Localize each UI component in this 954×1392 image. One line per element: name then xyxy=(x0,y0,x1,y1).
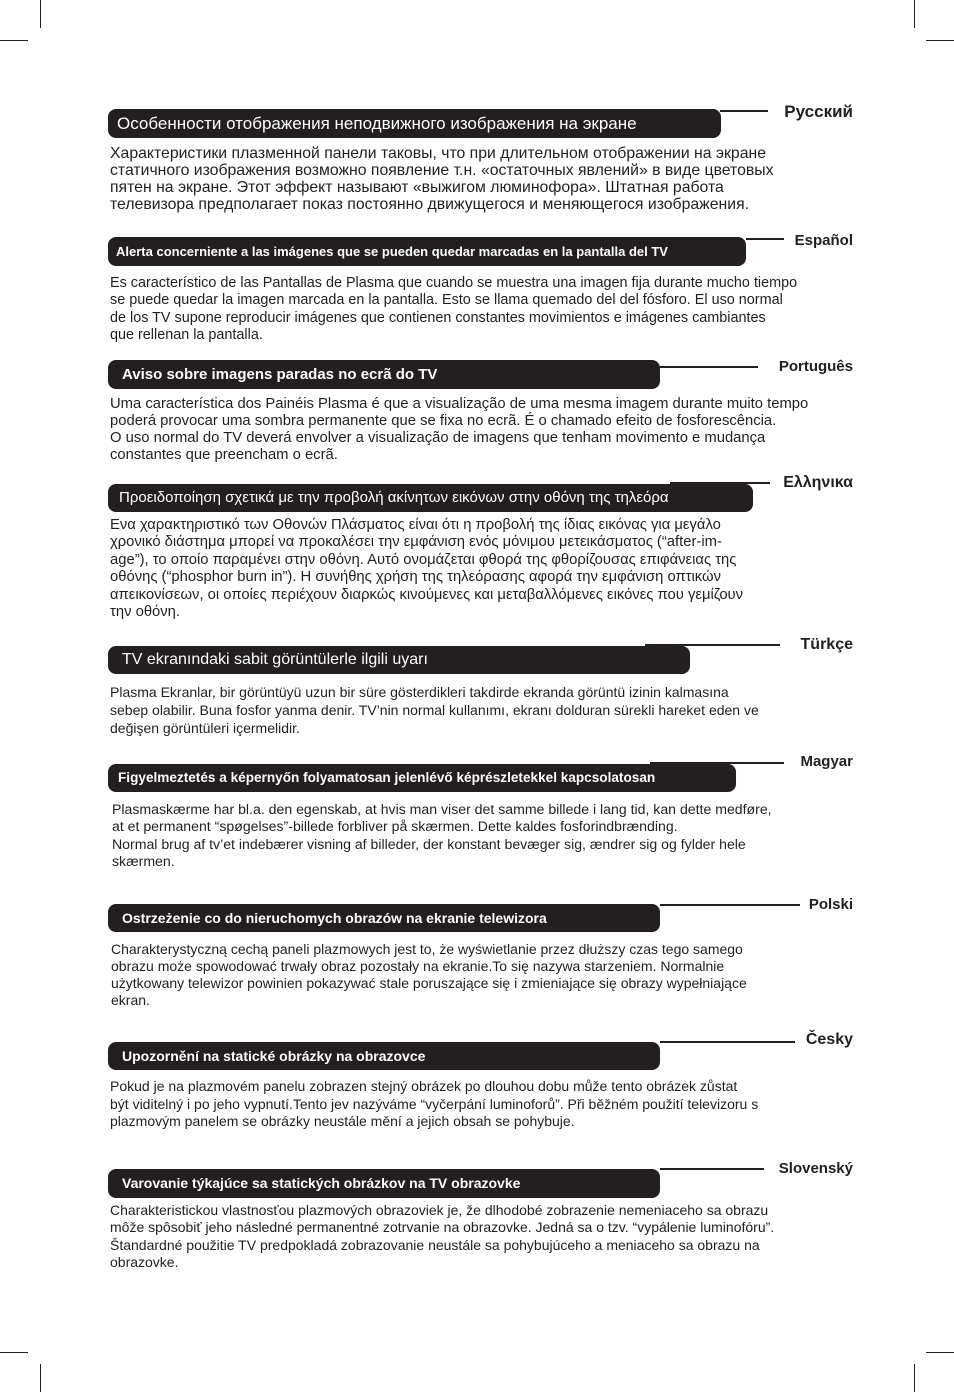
body-line: skærmen. xyxy=(112,853,175,870)
crop-mark xyxy=(40,0,41,28)
body-line: пятен на экране. Этот эффект называют «выжигом люминофора». Штатная работа xyxy=(110,179,724,196)
body-line: Характеристики плазменной панели таковы, что при длительном отображении на экране xyxy=(110,145,766,162)
body-line: at et permanent “spøgelses”-billede forbliver på skærmen. Dette kaldes fosforindbrænding. xyxy=(112,818,678,835)
body-line: se puede quedar la imagen marcada en la pantalla. Esto se llama quemado del del fósforo. El uso normal xyxy=(110,292,783,309)
body-line: Plasmaskærme har bl.a. den egenskab, at hvis man viser det samme billede i lang tid, kan dette medføre, xyxy=(112,801,772,817)
heading-connector-line xyxy=(660,1041,795,1043)
body-line: Pokud je na plazmovém panelu zobrazen stejný obrázek po dlouhou dobu může tento obrázek zůstat xyxy=(110,1078,738,1094)
heading-connector-line xyxy=(720,110,768,112)
section-heading: Varovanie týkajúce sa statických obrázkov na TV obrazovke xyxy=(108,1169,660,1198)
crop-mark xyxy=(926,40,954,41)
section-body xyxy=(110,275,797,344)
section-body xyxy=(110,396,808,464)
body-line: que rellenan la pantalla. xyxy=(110,326,263,343)
section-heading: Figyelmeztetés a képernyőn folyamatosan jelenlévő képrészletekkel kapcsolatosan xyxy=(108,764,736,792)
body-line: constantes que preencham o ecrã. xyxy=(110,447,338,463)
crop-mark xyxy=(0,40,28,41)
body-line: değişen görüntüleri içermelidir. xyxy=(110,720,300,736)
body-line: de los TV supone reproducir imágenes que contienen constantes movimientos e imágenes cambiantes xyxy=(110,309,766,326)
body-line: Štandardné použitie TV predpokladá zobrazovanie neustále sa pohybujúceho a meniaceho sa obrazu na xyxy=(110,1236,760,1253)
section-heading: Upozornění na statické obrázky na obrazovce xyxy=(108,1042,660,1070)
language-label: Česky xyxy=(805,1031,853,1048)
body-line: ekran. xyxy=(111,992,150,1008)
body-line: Normal brug af tv’et indebærer visning af billeder, der konstant bevæger sig, ændrer sig og fylder hele xyxy=(112,835,746,852)
body-line: obrazu może spowodować trwały obraz pozostały na ekranie.To się nazywa starzeniem. Normalnie xyxy=(111,958,725,974)
crop-mark xyxy=(40,1364,41,1392)
crop-mark xyxy=(0,1352,28,1353)
section-body xyxy=(110,145,774,213)
section-heading: Особенности отображения неподвижного изображения на экране xyxy=(108,109,721,138)
body-line: age”), το οποίο παραμένει στην οθόνη. Αυτό ονομάζεται φθορά της φθορίζουσας επιφάνειας της xyxy=(110,551,737,568)
section-heading: Ostrzeżenie co do nieruchomych obrazów na ekranie telewizora xyxy=(108,904,660,932)
heading-connector-line xyxy=(660,1168,764,1170)
language-label: Español xyxy=(794,232,853,249)
body-line: O uso normal do TV deverá envolver a visualização de imagens que tenham movimento e mudança xyxy=(110,430,766,446)
section-body xyxy=(112,801,772,871)
section-body xyxy=(110,1202,774,1272)
language-label: Ελληνικα xyxy=(783,474,853,491)
body-line: Charakterystyczną cechą paneli plazmowych jest to, że wyświetlanie przez dłuższy czas tego samego xyxy=(111,941,743,957)
section-body xyxy=(111,941,747,1009)
body-line: την οθόνη. xyxy=(110,604,181,621)
crop-mark xyxy=(914,0,915,28)
body-line: телевизора предполагает показ постоянно движущегося и меняющегося изображения. xyxy=(110,196,750,213)
section-body xyxy=(110,1078,758,1131)
body-line: статичного изображения возможно появление т.н. «остаточных явлений» в виде цветовых xyxy=(110,162,774,179)
crop-mark xyxy=(914,1364,915,1392)
crop-mark xyxy=(926,1352,954,1353)
heading-connector-line xyxy=(746,238,784,240)
section-heading: Προειδοποίηση σχετικά με την προβολή ακίνητων εικόνων στην οθόνη της τηλεόρα xyxy=(108,484,753,512)
body-line: Uma característica dos Painéis Plasma é que a visualização de uma mesma imagem durante muito tempo xyxy=(110,396,809,412)
language-label: Türkçe xyxy=(800,636,853,653)
body-line: οθόνης (“phosphor burn in”). Η συνήθης χρήση της τηλεόρασης αφορά την εμφάνιση οπτικών xyxy=(110,569,721,586)
body-line: být viditelný i po jeho vypnutí.Tento jev nazýváme “vyčerpání luminoforů”. Při běžném použití televizoru s xyxy=(110,1095,759,1112)
section-heading: Alerta concerniente a las imágenes que se pueden quedar marcadas en la pantalla del TV xyxy=(108,237,746,266)
section-body xyxy=(110,517,743,621)
body-line: użytkowany telewizor powinien pokazywać stale poruszające się i zmieniające się obrazy wypełniające xyxy=(111,975,747,991)
language-label: Slovenský xyxy=(778,1160,853,1177)
body-line: môže spôsobiť jeho následné permanentné zotrvanie na obrazovke. Jedná sa o tzv. “vypálenie luminofóru”. xyxy=(110,1219,775,1236)
body-line: Es característico de las Pantallas de Plasma que cuando se muestra una imagen fija durante mucho tiempo xyxy=(110,275,798,291)
heading-connector-line xyxy=(660,904,800,906)
heading-connector-line xyxy=(645,644,780,646)
section-heading: TV ekranındaki sabit görüntülerle ilgili uyarı xyxy=(108,646,690,674)
heading-connector-line xyxy=(660,366,758,368)
heading-connector-line xyxy=(650,762,784,764)
section-heading: Aviso sobre imagens paradas no ecrã do TV xyxy=(108,360,660,389)
body-line: poderá provocar uma sombra permanente que se fixa no ecrã. É o chamado efeito de fosforescência. xyxy=(110,413,777,429)
body-line: Plasma Ekranlar, bir görüntüyü uzun bir süre gösterdikleri takdirde ekranda görüntü izinin kalmasına xyxy=(110,684,729,700)
language-label: Polski xyxy=(808,896,853,913)
body-line: Charakteristickou vlastnosťou plazmových obrazoviek je, že dlhodobé zobrazenie nemeniaceho sa obrazu xyxy=(110,1202,769,1218)
body-line: απεικονίσεων, οι οποίες περιέχουν διαρκώς κινούμενες και μεταβαλλόμενες εικόνες που γεμίζουν xyxy=(110,586,744,603)
heading-connector-line xyxy=(670,482,770,484)
language-label: Português xyxy=(778,358,853,375)
body-line: χρονικό διάστημα μπορεί να προκαλέσει την εμφάνιση ενός μόνιμου μετεικάσματος (“after-im- xyxy=(110,534,722,551)
body-line: Ενα χαρακτηριστικό των Οθονών Πλάσματος είναι ότι η προβολή της ίδιας εικόνας για μεγάλο xyxy=(110,517,721,533)
language-label: Magyar xyxy=(800,753,853,770)
body-line: obrazovke. xyxy=(110,1254,179,1271)
body-line: sebep olabilir. Buna fosfor yanma denir. TV’nin normal kullanımı, ekranı dolduran sürekli hareket eden ve xyxy=(110,702,759,718)
body-line: plazmovým panelem se obrázky neustále mění a jejich obsah se pohybuje. xyxy=(110,1113,575,1129)
language-label: Русский xyxy=(784,102,853,121)
section-body xyxy=(110,683,759,737)
